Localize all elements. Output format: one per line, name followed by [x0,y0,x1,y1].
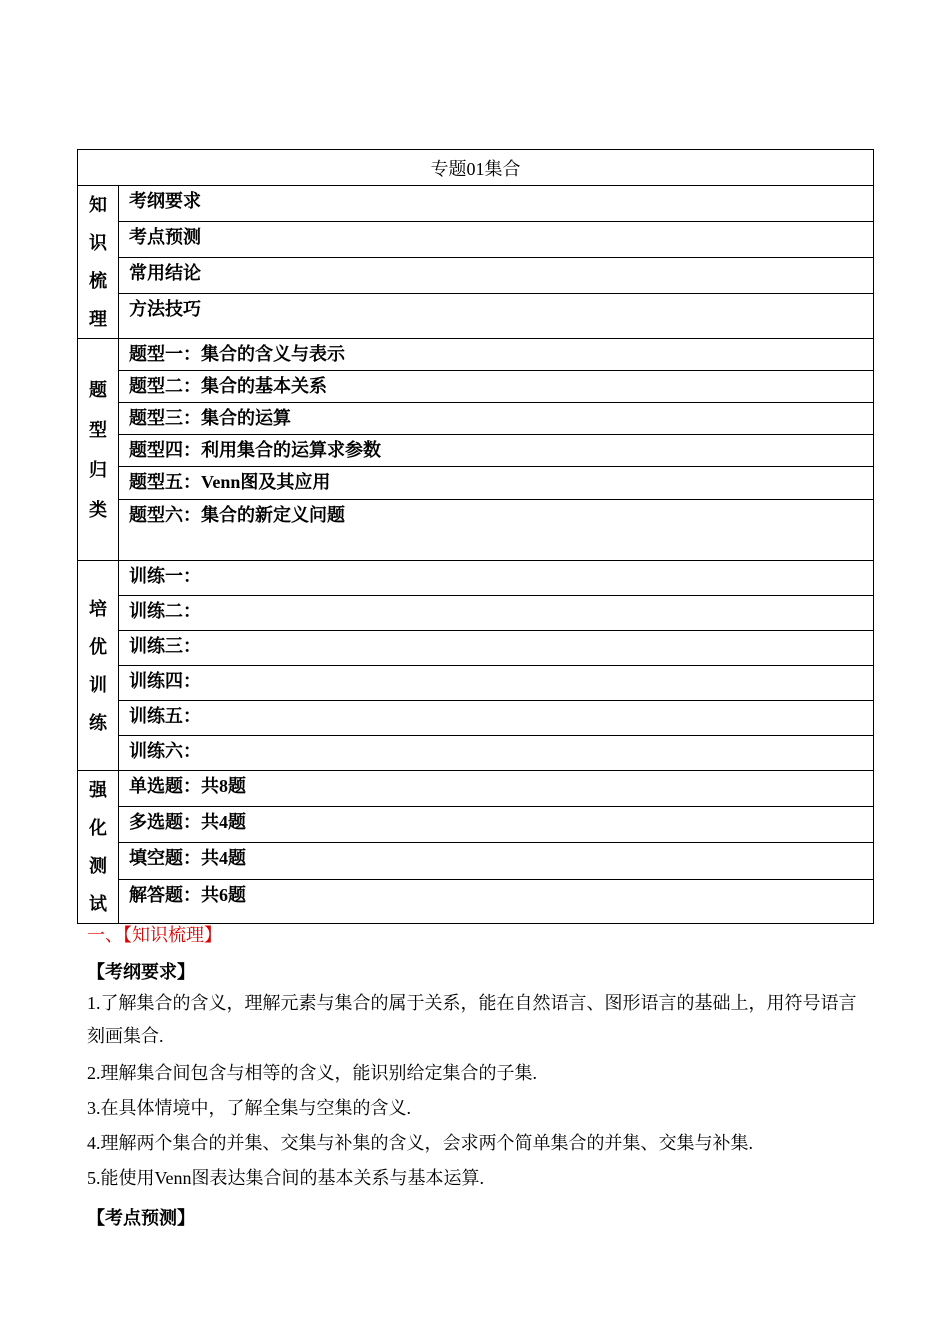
subsection-heading-predictions: 【考点预测】 [87,1208,195,1228]
category-label: 题型归类 [89,379,107,520]
category-label: 培优训练 [89,598,107,733]
table-row: 题型五：Venn图及其应用 [119,467,874,500]
table-row: 方法技巧 [119,293,874,338]
table-row: 多选题：共4题 [119,807,874,843]
table-row: 题型六：集合的新定义问题 [119,500,874,561]
category-training [78,561,119,771]
table-row: 考点预测 [119,221,874,257]
table-title: 专题01集合 [78,150,874,186]
table-row: 解答题：共6题 [119,879,874,923]
table-row: 训练二： [119,596,874,631]
category-label: 知识梳理 [89,195,107,329]
syllabus-point-3: 3.在具体情境中，了解全集与空集的含义. [87,1098,411,1118]
table-row: 训练一： [119,561,874,596]
syllabus-point-5: 5.能使用Venn图表达集合间的基本关系与基本运算. [87,1168,484,1188]
subsection-heading-syllabus: 【考纲要求】 [87,962,195,982]
table-row: 题型三：集合的运算 [119,403,874,435]
table-row: 题型二：集合的基本关系 [119,371,874,403]
category-label: 强化测试 [89,780,107,914]
syllabus-point-2: 2.理解集合间包含与相等的含义，能识别给定集合的子集. [87,1063,537,1083]
table-row: 训练六： [119,736,874,771]
contents-table [77,149,874,924]
category-knowledge [78,186,119,339]
category-question-types [78,339,119,561]
table-row: 填空题：共4题 [119,843,874,879]
syllabus-point-1: 1.了解集合的含义，理解元素与集合的属于关系，能在自然语言、图形语言的基础上，用符号语言刻画集合. [87,993,857,1046]
table-row: 训练四： [119,666,874,701]
table-row: 题型四：利用集合的运算求参数 [119,435,874,467]
section-heading: 一、【知识梳理】 [87,925,222,945]
table-row: 训练三： [119,631,874,666]
table-row: 考纲要求 [119,186,874,222]
category-tests [78,771,119,924]
syllabus-point-4: 4.理解两个集合的并集、交集与补集的含义，会求两个简单集合的并集、交集与补集. [87,1133,753,1153]
table-row: 常用结论 [119,257,874,293]
table-row: 题型一：集合的含义与表示 [119,339,874,371]
table-row: 单选题：共8题 [119,771,874,807]
table-row: 训练五： [119,701,874,736]
